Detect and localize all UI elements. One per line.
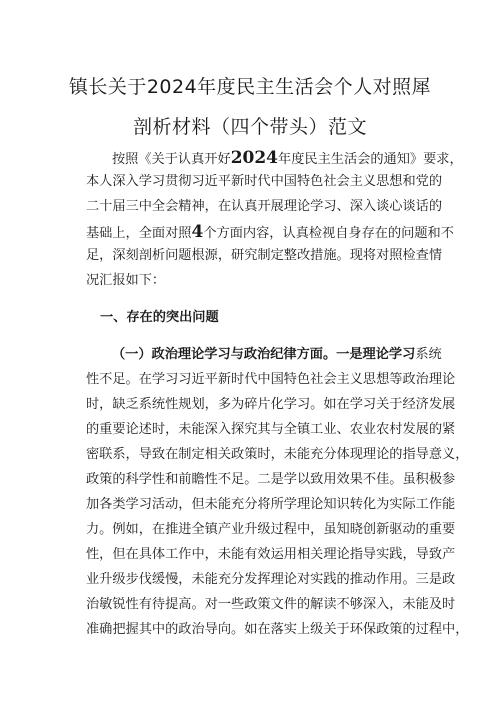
document-title-line-1: 镇长关于2024年度民主生活会个人对照犀 — [68, 76, 432, 98]
paragraph-line: 准确把握其中的政治导向。如在落实上级关于环保政策的过程中， — [86, 622, 469, 637]
paragraph-line: 加各类学习活动，但未能充分将所学理论知识转化为实际工作能 — [86, 497, 456, 512]
subsection-heading-1: （一）政治理论学习与政治纪律方面。一是理论学习系统 — [112, 347, 442, 362]
section-heading-1: 一、存在的突出问题 — [100, 310, 219, 325]
paragraph-line: 力。例如，在推进全镇产业升级过程中，虽知晓创新驱动的重要 — [86, 522, 456, 537]
intro-line-6: 况汇报如下： — [86, 273, 166, 288]
intro-line-3: 二十届三中全会精神，在认真开展理论学习、深入谈心谈话的 — [86, 199, 443, 214]
intro-line-1: 按照《关于认真开好2024年度民主生活会的通知》要求， — [112, 148, 463, 168]
paragraph-line: 性，但在具体工作中，未能有效运用相关理论指导实践，导致产 — [86, 547, 456, 562]
paragraph-line: 的重要论述时，未能深入探究其与全镇工业、农业农村发展的紧 — [86, 422, 456, 437]
paragraph-line: 时，缺乏系统性规划，多为碎片化学习。如在学习关于经济发展 — [86, 397, 456, 412]
intro-line-5: 足，深刻剖析问题根源，研究制定整改措施。现将对照检查情 — [86, 248, 443, 263]
paragraph-line: 性不足。在学习习近平新时代中国特色社会主义思想等政治理论 — [86, 372, 456, 387]
paragraph-line: 业升级步伐缓慢，未能充分发挥理论对实践的推动作用。三是政 — [86, 572, 456, 587]
paragraph-line: 治敏锐性有待提高。对一些政策文件的解读不够深入，未能及时 — [86, 597, 456, 612]
intro-line-4: 基础上，全面对照4个方面内容，认真检视自身存在的问题和不 — [86, 222, 454, 242]
paragraph-line: 政策的科学性和前瞻性不足。二是学以致用效果不佳。虽积极参 — [86, 472, 456, 487]
intro-line-2: 本人深入学习贯彻习近平新时代中国特色社会主义思想和党的 — [86, 174, 443, 189]
document-title-line-2: 剖析材料（四个带头）范文 — [132, 116, 367, 138]
paragraph-line: 密联系，导致在制定相关政策时，未能充分体现理论的指导意义， — [86, 447, 469, 462]
